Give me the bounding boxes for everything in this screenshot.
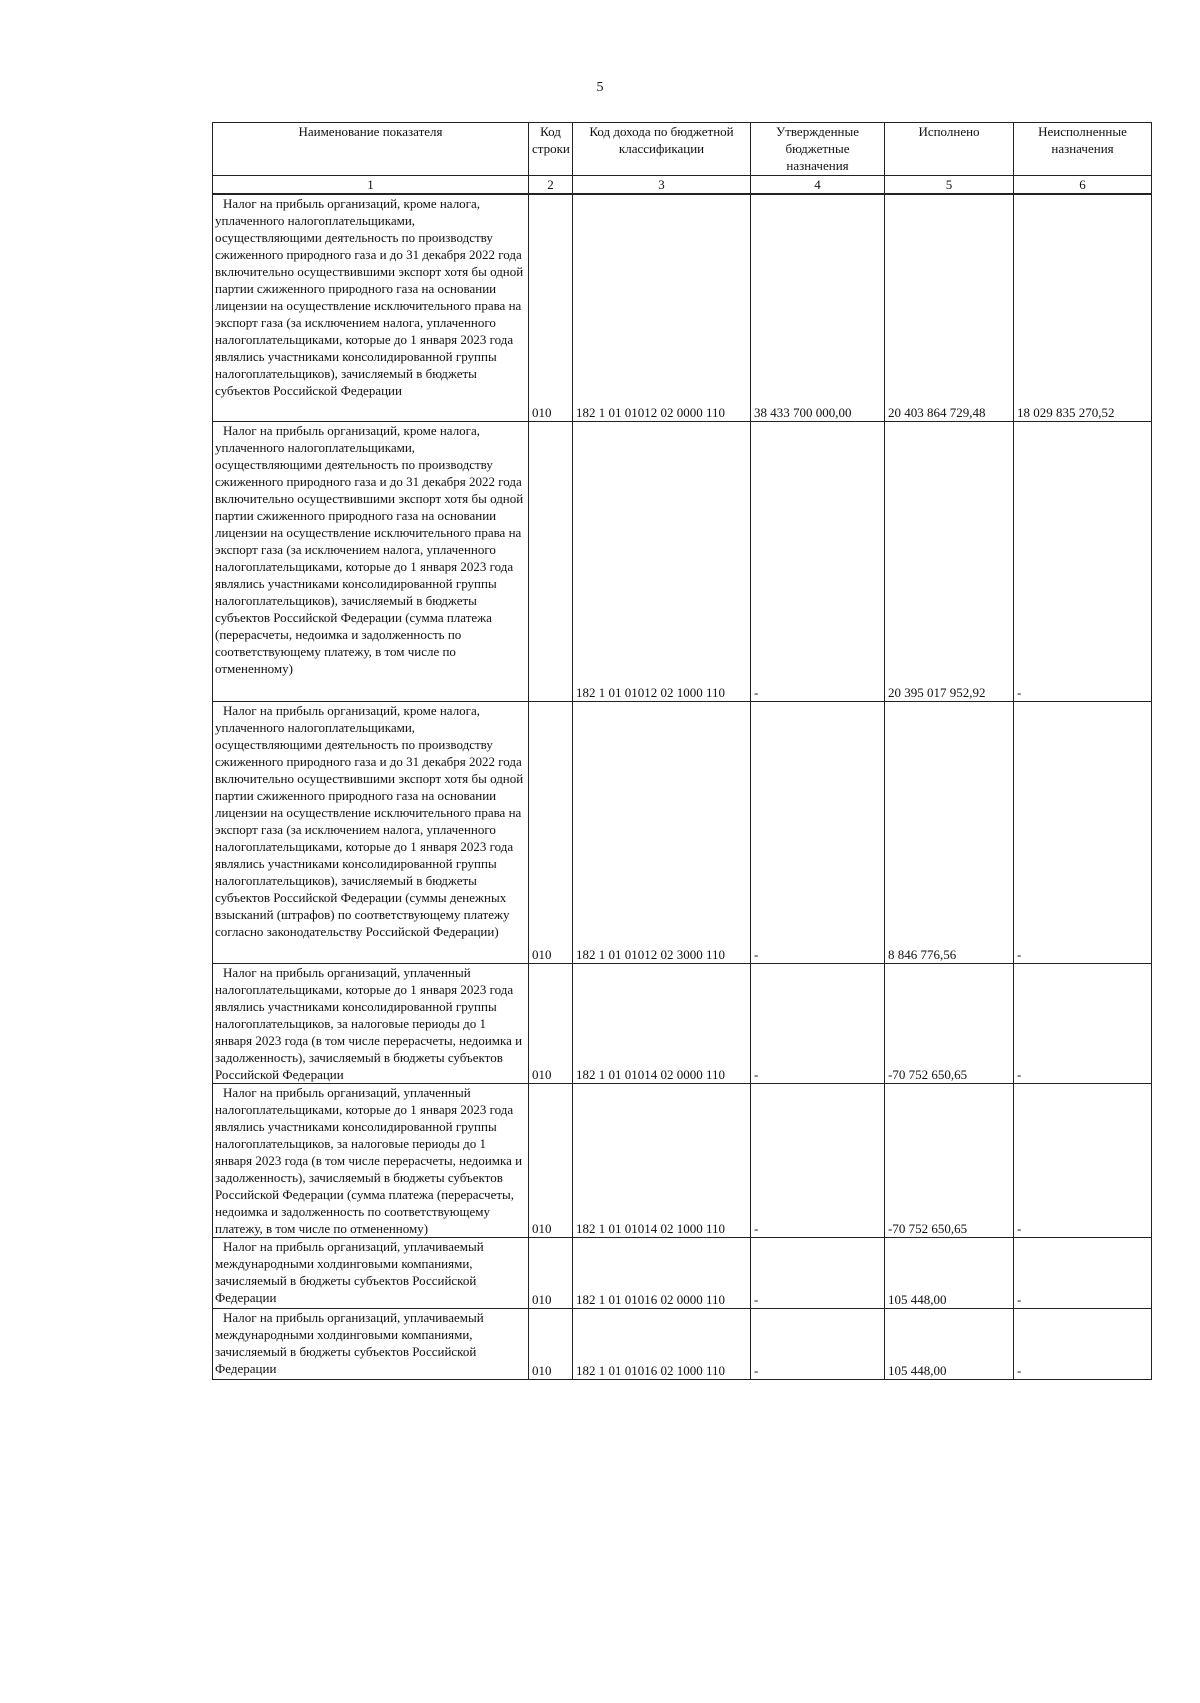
line-code: 010 [529,1237,573,1308]
page-number: 5 [596,80,604,95]
header-income-code: Код дохода по бюджетной классификации [573,123,751,176]
unexecuted-amount: - [1014,1237,1152,1308]
header-indicator-name: Наименование показателя [213,123,529,176]
header-row [213,123,1152,176]
unexecuted-amount: - [1014,701,1152,963]
column-number: 4 [751,176,885,195]
indicator-name: Налог на прибыль организаций, уплачиваемый международными холдинговыми компаниями, зачисляемый в бюджеты субъектов Российской Федерации [213,1237,529,1308]
unexecuted-amount: - [1014,421,1152,701]
column-number: 2 [529,176,573,195]
income-code: 182 1 01 01012 02 0000 110 [573,194,751,421]
table-row [213,1083,1152,1237]
line-code: 010 [529,963,573,1083]
header-line-code: Код строки [529,123,573,176]
table-row [213,194,1152,421]
table-row [213,1237,1152,1308]
approved-amount: - [751,421,885,701]
unexecuted-amount: - [1014,1308,1152,1379]
column-number-row [213,176,1152,195]
executed-amount: 105 448,00 [885,1308,1014,1379]
budget-execution-table [212,122,1152,1380]
income-code: 182 1 01 01012 02 3000 110 [573,701,751,963]
income-code: 182 1 01 01016 02 0000 110 [573,1237,751,1308]
indicator-name: Налог на прибыль организаций, уплаченный налогоплательщиками, которые до 1 января 2023 года являлись участниками консолидированной группы налогоплательщиков, за налоговые периоды до 1 января 2023 года (в том числе перерасчеты, недоимка и задолженность), зачисляемый в бюджеты субъектов Российской Федерации (сумма платежа (перерасчеты, недоимка и задолженность по соответствующему платежу, в том числе по отмененному) [213,1083,529,1237]
line-code: 010 [529,1308,573,1379]
unexecuted-amount: - [1014,963,1152,1083]
table-row [213,963,1152,1083]
table-row [213,701,1152,963]
header-approved: Утвержденные бюджетные назначения [751,123,885,176]
executed-amount: -70 752 650,65 [885,963,1014,1083]
line-code: 010 [529,194,573,421]
indicator-name: Налог на прибыль организаций, кроме налога, уплаченного налогоплательщиками, осуществляющими деятельность по производству сжиженного природного газа и до 31 декабря 2022 года включительно осуществившими экспорт хотя бы одной партии сжиженного природного газа на основании лицензии на осуществление исключительного права на экспорт газа (за исключением налога, уплаченного налогоплательщиками, которые до 1 января 2023 года являлись участниками консолидированной группы налогоплательщиков), зачисляемый в бюджеты субъектов Российской Федерации [213,194,529,421]
unexecuted-amount: 18 029 835 270,52 [1014,194,1152,421]
approved-amount: - [751,1308,885,1379]
income-code: 182 1 01 01014 02 0000 110 [573,963,751,1083]
approved-amount: - [751,1237,885,1308]
line-code [529,421,573,701]
line-code: 010 [529,701,573,963]
line-code: 010 [529,1083,573,1237]
column-number: 1 [213,176,529,195]
income-code: 182 1 01 01014 02 1000 110 [573,1083,751,1237]
header-executed: Исполнено [885,123,1014,176]
column-number: 5 [885,176,1014,195]
indicator-name: Налог на прибыль организаций, уплаченный налогоплательщиками, которые до 1 января 2023 года являлись участниками консолидированной группы налогоплательщиков, за налоговые периоды до 1 января 2023 года (в том числе перерасчеты, недоимка и задолженность), зачисляемый в бюджеты субъектов Российской Федерации [213,963,529,1083]
approved-amount: - [751,963,885,1083]
executed-amount: 20 403 864 729,48 [885,194,1014,421]
indicator-name: Налог на прибыль организаций, уплачиваемый международными холдинговыми компаниями, зачисляемый в бюджеты субъектов Российской Федерации [213,1308,529,1379]
unexecuted-amount: - [1014,1083,1152,1237]
approved-amount: - [751,1083,885,1237]
table-row [213,421,1152,701]
header-unexecuted: Неисполненные назначения [1014,123,1152,176]
table-row [213,1308,1152,1379]
income-code: 182 1 01 01012 02 1000 110 [573,421,751,701]
executed-amount: -70 752 650,65 [885,1083,1014,1237]
executed-amount: 20 395 017 952,92 [885,421,1014,701]
indicator-name: Налог на прибыль организаций, кроме налога, уплаченного налогоплательщиками, осуществляющими деятельность по производству сжиженного природного газа и до 31 декабря 2022 года включительно осуществившими экспорт хотя бы одной партии сжиженного природного газа на основании лицензии на осуществление исключительного права на экспорт газа (за исключением налога, уплаченного налогоплательщиками, которые до 1 января 2023 года являлись участниками консолидированной группы налогоплательщиков), зачисляемый в бюджеты субъектов Российской Федерации (суммы денежных взысканий (штрафов) по соответствующему платежу согласно законодательству Российской Федерации) [213,701,529,963]
column-number: 3 [573,176,751,195]
executed-amount: 8 846 776,56 [885,701,1014,963]
executed-amount: 105 448,00 [885,1237,1014,1308]
approved-amount: 38 433 700 000,00 [751,194,885,421]
income-code: 182 1 01 01016 02 1000 110 [573,1308,751,1379]
indicator-name: Налог на прибыль организаций, кроме налога, уплаченного налогоплательщиками, осуществляющими деятельность по производству сжиженного природного газа и до 31 декабря 2022 года включительно осуществившими экспорт хотя бы одной партии сжиженного природного газа на основании лицензии на осуществление исключительного права на экспорт газа (за исключением налога, уплаченного налогоплательщиками, которые до 1 января 2023 года являлись участниками консолидированной группы налогоплательщиков), зачисляемый в бюджеты субъектов Российской Федерации (сумма платежа (перерасчеты, недоимка и задолженность по соответствующему платежу, в том числе по отмененному) [213,421,529,701]
approved-amount: - [751,701,885,963]
column-number: 6 [1014,176,1152,195]
